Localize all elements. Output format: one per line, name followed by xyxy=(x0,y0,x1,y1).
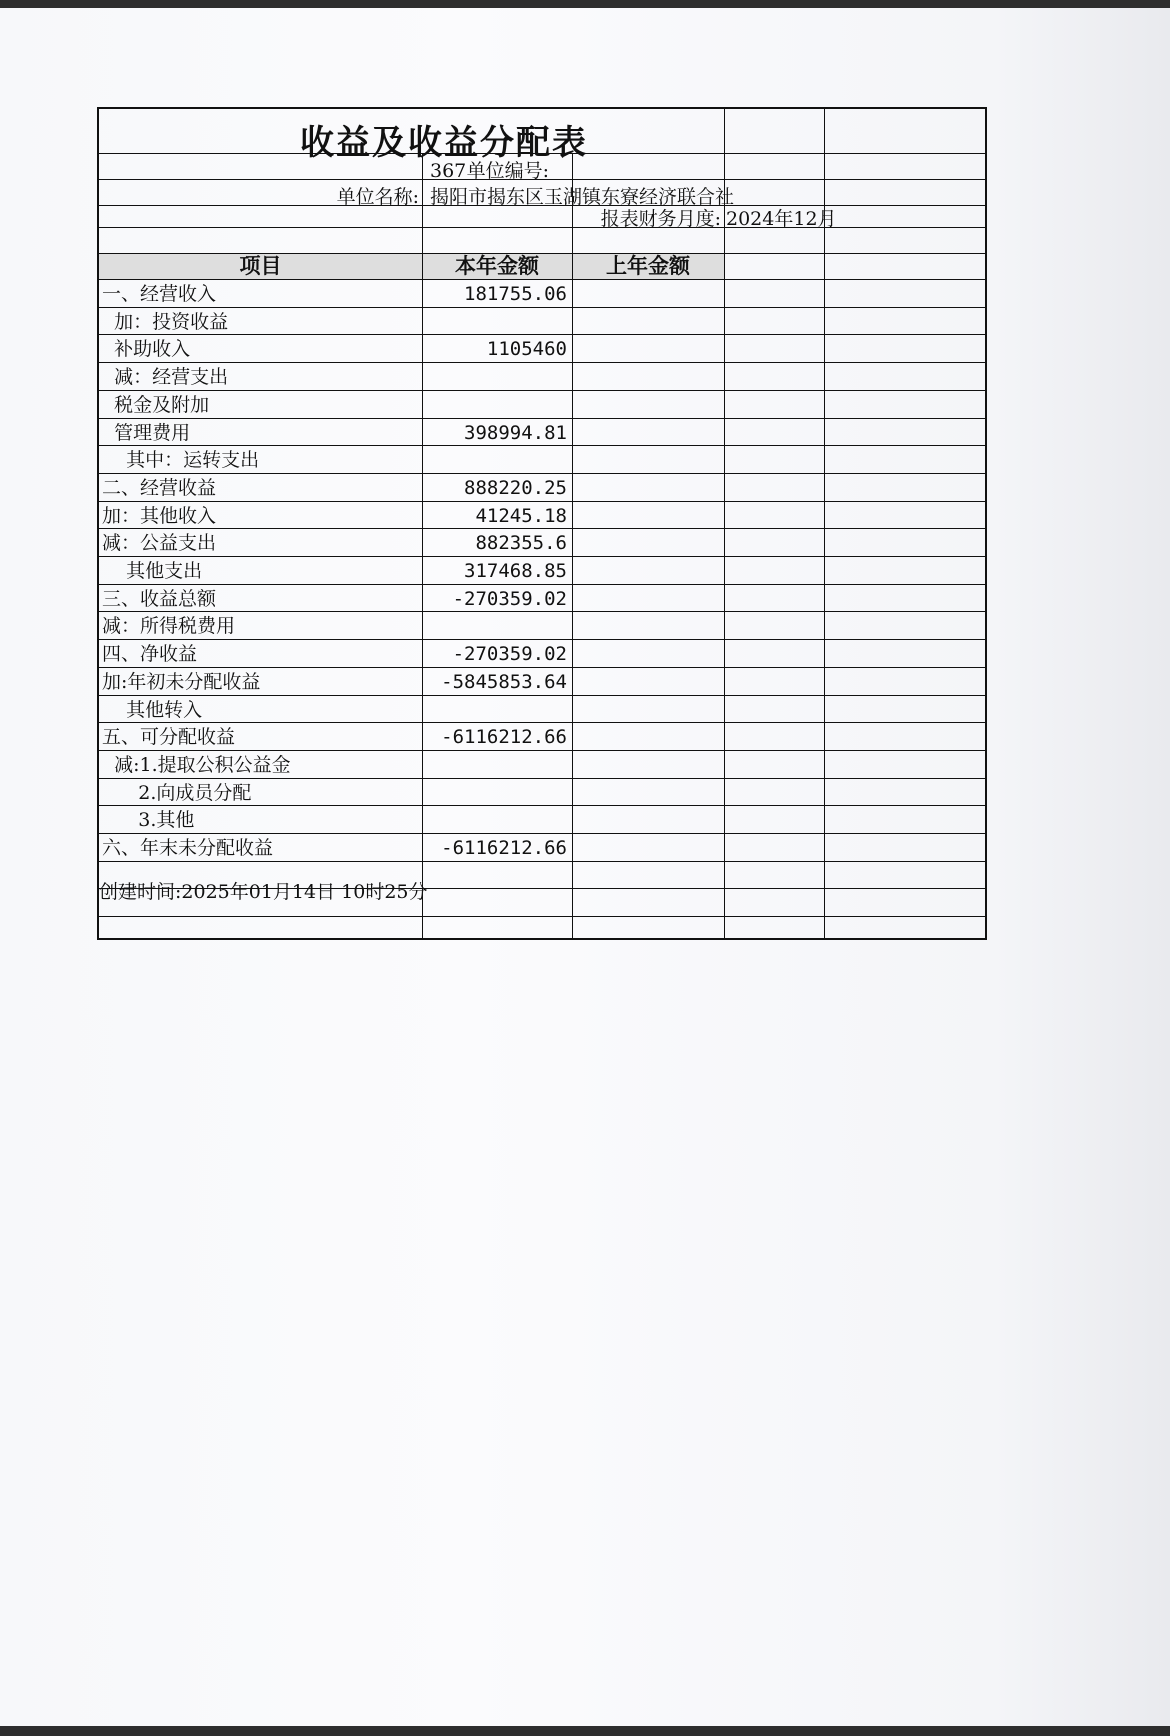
unit-code-label: 单位编号: xyxy=(466,160,549,182)
grid-line xyxy=(99,639,985,640)
grid-line xyxy=(99,695,985,696)
column-header-previous-year: 上年金额 xyxy=(606,254,690,278)
row-previous-amount xyxy=(572,586,719,613)
grid-line xyxy=(99,179,985,180)
grid-line xyxy=(99,501,985,502)
row-current-amount: -5845853.64 xyxy=(441,670,567,693)
report-title: 收益及收益分配表 xyxy=(300,123,588,163)
row-label: 六、年末未分配收益 xyxy=(102,837,274,859)
row-label: 管理费用 xyxy=(102,421,191,444)
row-current-amount xyxy=(422,780,567,807)
row-previous-amount xyxy=(572,669,719,696)
grid-line xyxy=(99,227,985,228)
period-label: 报表财务月度: xyxy=(600,208,721,230)
grid-line xyxy=(99,778,985,779)
paper-sheet xyxy=(0,8,1170,1726)
grid-line xyxy=(99,205,985,206)
grid-line xyxy=(99,722,985,723)
grid-line xyxy=(99,307,985,308)
row-current-amount: 41245.18 xyxy=(475,504,567,527)
row-label: 五、可分配收益 xyxy=(102,726,236,749)
grid-line xyxy=(99,750,985,751)
row-label: 二、经营收益 xyxy=(102,476,217,499)
row-previous-amount xyxy=(572,503,719,530)
grid-line xyxy=(99,805,985,806)
grid-line xyxy=(99,916,985,917)
period-value: 2024年12月 xyxy=(726,208,837,230)
row-current-amount xyxy=(422,392,567,419)
row-previous-amount xyxy=(572,752,719,779)
grid-line xyxy=(99,362,985,363)
row-label: 2.向成员分配 xyxy=(102,781,252,804)
row-previous-amount xyxy=(572,392,719,419)
grid-line xyxy=(99,334,985,335)
row-current-amount xyxy=(422,613,567,640)
row-current-amount: 882355.6 xyxy=(475,532,567,555)
grid-line xyxy=(99,861,985,862)
row-label: 3.其他 xyxy=(102,809,195,832)
grid-line xyxy=(99,418,985,419)
row-label: 四、净收益 xyxy=(102,643,198,666)
grid-line xyxy=(99,473,985,474)
grid-line xyxy=(724,109,725,938)
row-previous-amount xyxy=(572,558,719,585)
row-current-amount xyxy=(422,364,567,391)
row-label: 加：投资收益 xyxy=(102,310,229,333)
grid-line xyxy=(99,556,985,557)
row-previous-amount xyxy=(572,780,719,807)
row-previous-amount xyxy=(572,641,719,668)
row-previous-amount xyxy=(572,447,719,474)
row-current-amount: 1105460 xyxy=(486,338,567,361)
row-label: 其他转入 xyxy=(102,698,203,721)
row-current-amount: 181755.06 xyxy=(464,283,567,305)
grid-line xyxy=(99,279,985,280)
row-current-amount: -6116212.66 xyxy=(441,726,567,749)
row-current-amount xyxy=(422,697,567,724)
row-current-amount: -6116212.66 xyxy=(441,837,567,859)
row-previous-amount xyxy=(572,281,719,308)
row-current-amount: 398994.81 xyxy=(464,421,567,444)
grid-line xyxy=(572,153,573,938)
row-label: 减：公益支出 xyxy=(102,532,217,555)
row-current-amount: -270359.02 xyxy=(452,643,567,666)
grid-line xyxy=(99,528,985,529)
row-label: 减：经营支出 xyxy=(102,366,229,389)
row-previous-amount xyxy=(572,420,719,447)
grid-line xyxy=(824,109,825,938)
grid-line xyxy=(99,888,985,889)
grid-line xyxy=(99,584,985,585)
row-label: 减：所得税费用 xyxy=(102,615,236,638)
row-label: 其他支出 xyxy=(102,560,203,582)
grid-line xyxy=(99,253,985,254)
row-previous-amount xyxy=(572,475,719,502)
column-header-item: 项目 xyxy=(239,254,282,278)
unit-code-value: 367 xyxy=(430,160,467,182)
row-current-amount xyxy=(422,309,567,336)
row-label: 加：其他收入 xyxy=(102,504,217,527)
column-header-current-year: 本年金额 xyxy=(455,254,539,278)
unit-name-value: 揭阳市揭东区玉湖镇东寮经济联合社 xyxy=(430,186,735,208)
row-current-amount xyxy=(422,807,567,834)
unit-name-label: 单位名称: xyxy=(336,186,419,208)
grid-line xyxy=(99,833,985,834)
row-previous-amount xyxy=(572,309,719,336)
row-label: 减:1.提取公积公益金 xyxy=(102,753,291,776)
row-previous-amount xyxy=(572,364,719,391)
row-label: 一、经营收入 xyxy=(102,283,217,305)
row-label: 其中：运转支出 xyxy=(102,449,260,472)
grid-line xyxy=(99,390,985,391)
row-previous-amount xyxy=(572,697,719,724)
row-previous-amount xyxy=(572,530,719,557)
grid-line xyxy=(99,667,985,668)
created-time: 创建时间:2025年01月14日 10时25分 xyxy=(99,881,428,903)
report-table xyxy=(97,107,987,940)
row-previous-amount xyxy=(572,807,719,834)
row-current-amount xyxy=(422,752,567,779)
grid-line xyxy=(99,153,985,154)
grid-line xyxy=(99,611,985,612)
row-label: 税金及附加 xyxy=(102,393,210,416)
row-current-amount: 888220.25 xyxy=(464,476,567,499)
grid-line xyxy=(99,445,985,446)
row-label: 三、收益总额 xyxy=(102,587,217,610)
row-current-amount: 317468.85 xyxy=(464,560,567,582)
row-label: 加:年初未分配收益 xyxy=(102,670,261,693)
row-previous-amount xyxy=(572,835,719,862)
row-previous-amount xyxy=(572,613,719,640)
grid-line xyxy=(422,153,423,938)
row-previous-amount xyxy=(572,336,719,363)
row-current-amount xyxy=(422,447,567,474)
row-current-amount: -270359.02 xyxy=(452,587,567,610)
row-previous-amount xyxy=(572,724,719,751)
row-label: 补助收入 xyxy=(102,338,191,361)
